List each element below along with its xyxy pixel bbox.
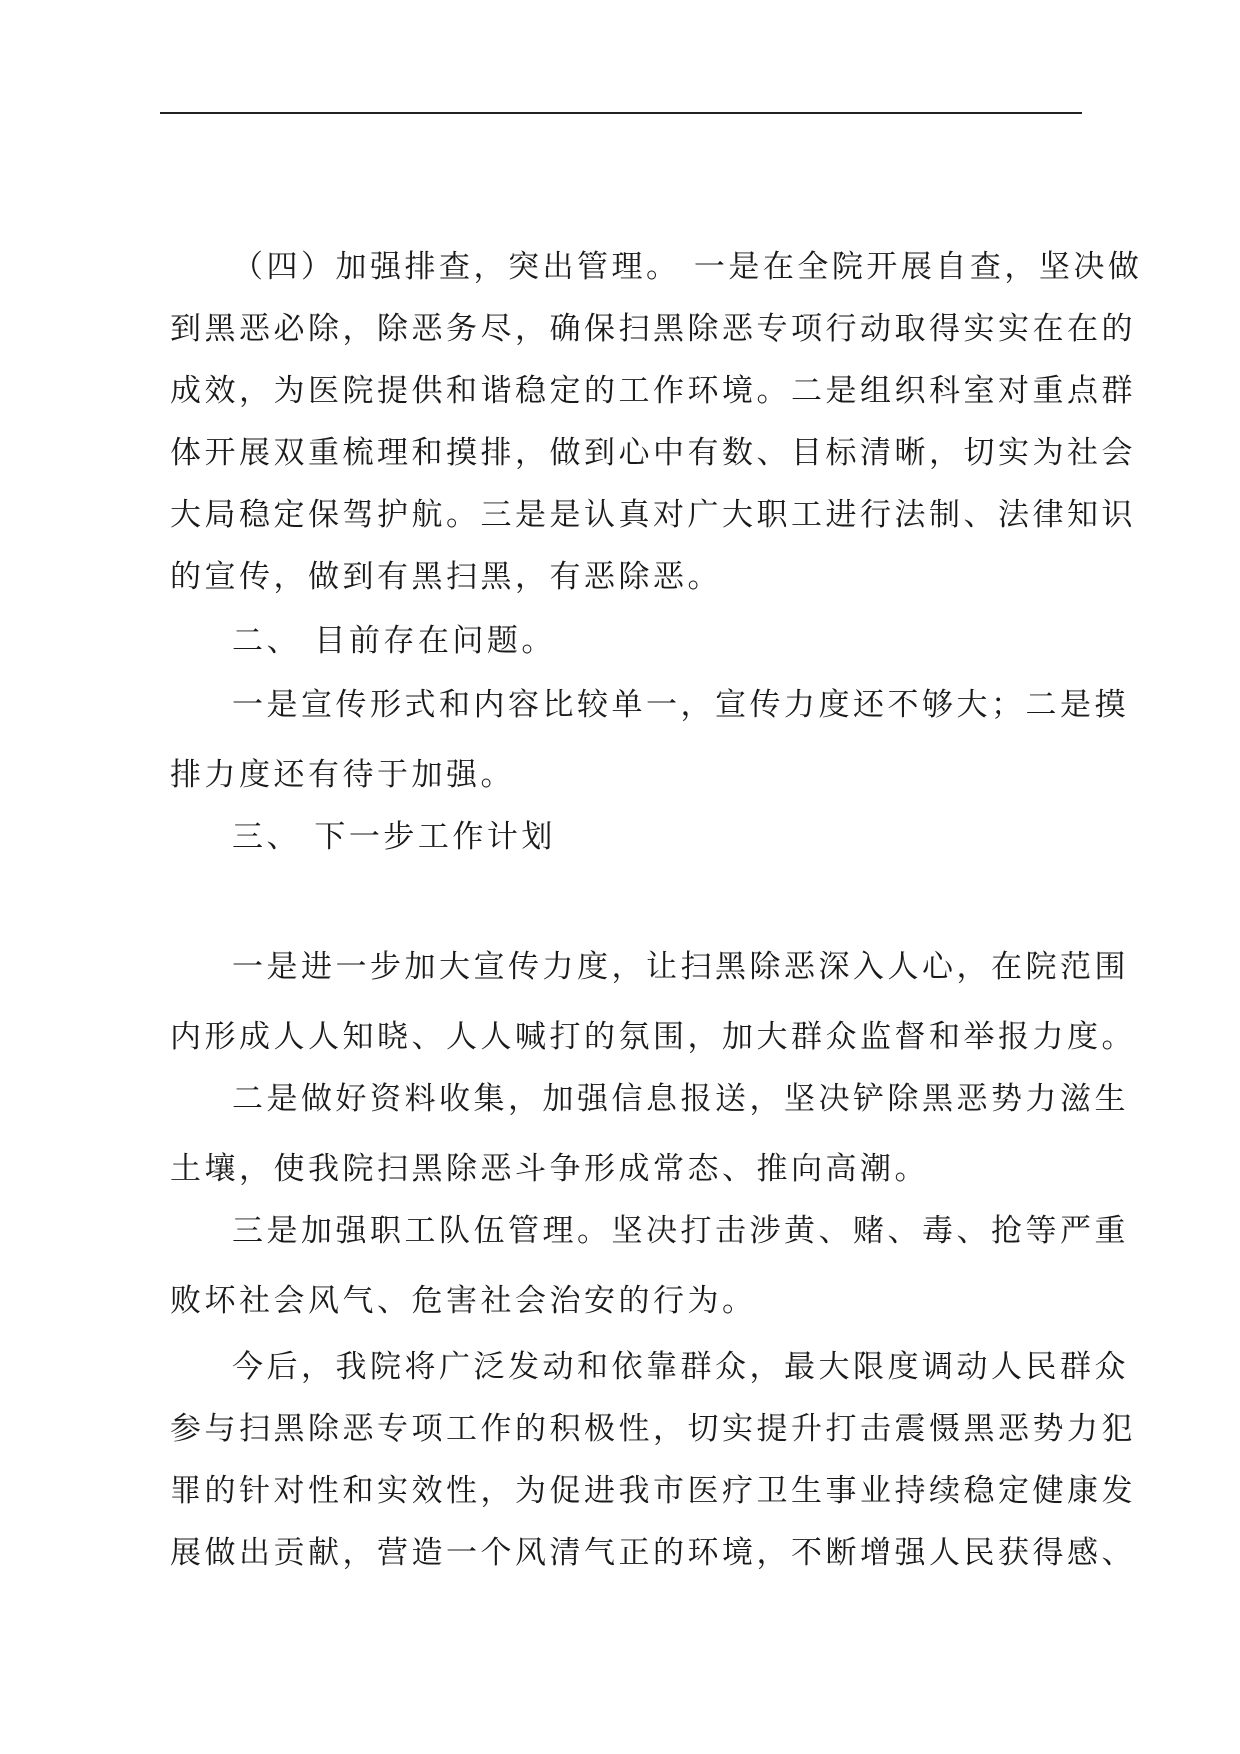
paragraph-plan-staff — [170, 1200, 1129, 1332]
paragraph-strengthen-inspection — [170, 236, 1143, 608]
text-line: 二是做好资料收集，加强信息报送，坚决铲除黑恶势力滋生 — [232, 1081, 1129, 1117]
paragraph-plan-publicity — [170, 936, 1136, 1068]
text-line: 体开展双重梳理和摸排，做到心中有数、目标清晰，切实为社会 — [170, 435, 1136, 471]
section-heading-current-problems — [170, 610, 1080, 672]
paragraph-conclusion — [170, 1336, 1136, 1584]
text-line: （四）加强排查，突出管理。 一是在全院开展自查，坚决做 — [232, 249, 1143, 285]
text-line: 三、 下一步工作计划 — [232, 819, 556, 855]
text-line: 参与扫黑除恶专项工作的积极性，切实提升打击震慑黑恶势力犯 — [170, 1411, 1136, 1447]
text-line: 展做出贡献，营造一个风清气正的环境，不断增强人民获得感、 — [170, 1535, 1136, 1571]
text-line: 二、 目前存在问题。 — [232, 623, 556, 659]
paragraph-problems — [170, 674, 1129, 806]
text-line: 一是进一步加大宣传力度，让扫黑除恶深入人心，在院范围 — [232, 949, 1129, 985]
text-line: 的宣传，做到有黑扫黑，有恶除恶。 — [170, 559, 722, 595]
paragraph-plan-materials — [170, 1068, 1129, 1200]
text-line: 成效，为医院提供和谐稳定的工作环境。二是组织科室对重点群 — [170, 373, 1136, 409]
text-line: 到黑恶必除，除恶务尽，确保扫黑除恶专项行动取得实实在在的 — [170, 311, 1136, 347]
text-line: 内形成人人知晓、人人喊打的氛围，加大群众监督和举报力度。 — [170, 1019, 1136, 1055]
text-line: 一是宣传形式和内容比较单一，宣传力度还不够大；二是摸 — [232, 687, 1129, 723]
text-line: 罪的针对性和实效性，为促进我市医疗卫生事业持续稳定健康发 — [170, 1473, 1136, 1509]
text-line: 大局稳定保驾护航。三是是认真对广大职工进行法制、法律知识 — [170, 497, 1136, 533]
text-line: 今后，我院将广泛发动和依靠群众，最大限度调动人民群众 — [232, 1349, 1129, 1385]
text-line: 土壤，使我院扫黑除恶斗争形成常态、推向高潮。 — [170, 1151, 929, 1187]
section-heading-next-plan — [170, 806, 1080, 868]
text-line: 排力度还有待于加强。 — [170, 757, 515, 793]
text-line: 败坏社会风气、危害社会治安的行为。 — [170, 1283, 757, 1319]
document-body — [170, 236, 1143, 1584]
header-rule — [160, 112, 1082, 114]
text-line: 三是加强职工队伍管理。坚决打击涉黄、赌、毒、抢等严重 — [232, 1213, 1129, 1249]
